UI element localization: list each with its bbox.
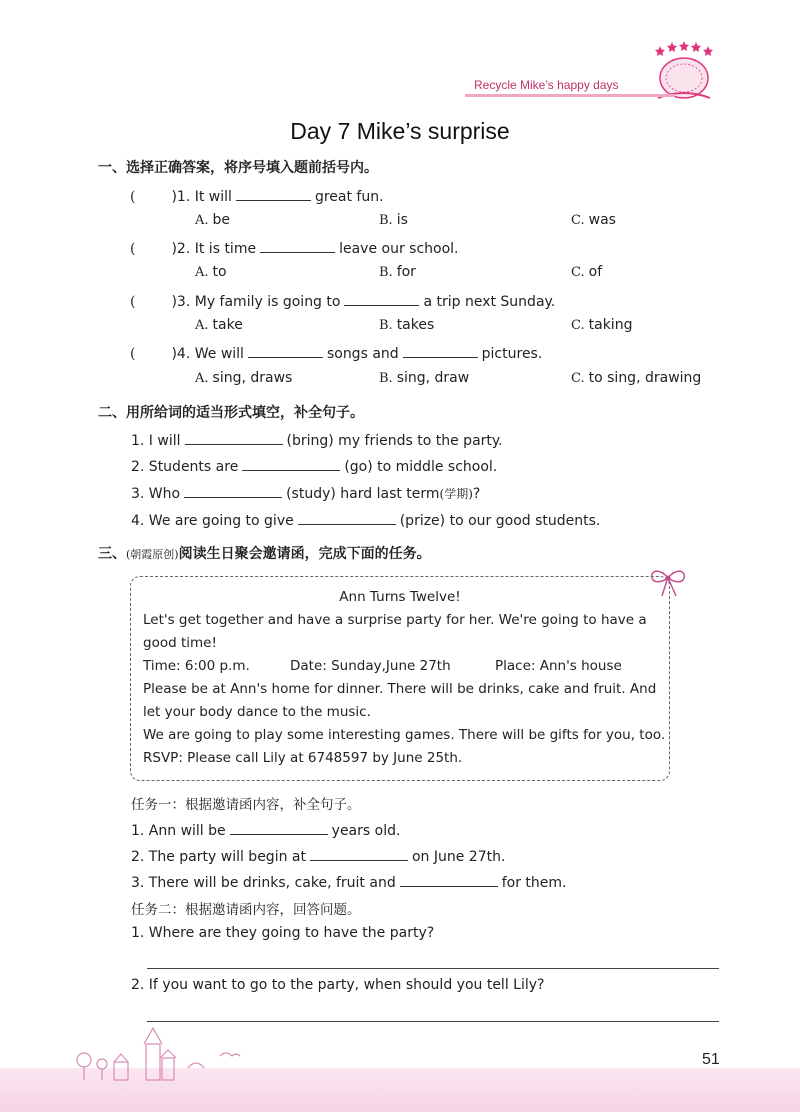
option-2b[interactable]: B. for (379, 264, 416, 280)
invitation-line-5: let your body dance to the music. (143, 704, 371, 720)
option-3b[interactable]: B. takes (379, 317, 435, 333)
blank-s4[interactable] (298, 510, 396, 525)
invitation-date: Date: Sunday,June 27th (290, 658, 451, 674)
invitation-time: Time: 6:00 p.m. (143, 658, 250, 674)
invitation-line-6: We are going to play some interesting games. There will be gifts for you, too. (143, 727, 666, 743)
fill-sentence-4: 4. We are going to give (prize) to our good students. (131, 510, 600, 529)
blank-q2[interactable] (260, 238, 335, 253)
option-1b[interactable]: B. is (379, 212, 408, 228)
option-4c[interactable]: C. to sing, drawing (571, 370, 702, 386)
fill-sentence-3: 3. Who (study) hard last term(学期)? (131, 483, 480, 502)
task-1-heading: 任务一：根据邀请函内容，补全句子。 (131, 797, 361, 813)
header-breadcrumb: Recycle Mike’s happy days (474, 78, 619, 92)
invitation-line-1: Let's get together and have a surprise party for her. We're going to have a (143, 612, 647, 628)
option-1a[interactable]: A. be (195, 212, 231, 228)
question-3: ( )3. My family is going to a trip next Sunday. (130, 291, 555, 310)
question-2: ( )2. It is time leave our school. (130, 238, 459, 257)
invitation-rsvp: RSVP: Please call Lily at 6748597 by June 25th. (143, 750, 463, 766)
task-2-heading: 任务二：根据邀请函内容，回答问题。 (131, 902, 361, 918)
invitation-line-4: Please be at Ann's home for dinner. There will be drinks, cake and fruit. And (143, 681, 657, 697)
section-1-heading: 一、选择正确答案，将序号填入题前括号内。 (98, 160, 378, 176)
blank-t1[interactable] (230, 820, 328, 835)
option-4a[interactable]: A. sing, draws (195, 370, 293, 386)
blank-s2[interactable] (242, 456, 340, 471)
page-number: 51 (702, 1051, 720, 1068)
task-1-sentence-1: 1. Ann will be years old. (131, 820, 400, 839)
option-2a[interactable]: A. to (195, 264, 227, 280)
blank-q3[interactable] (344, 291, 419, 306)
answer-line-1[interactable] (147, 968, 719, 969)
option-2c[interactable]: C. of (571, 264, 603, 280)
blank-q1[interactable] (236, 186, 311, 201)
option-4b[interactable]: B. sing, draw (379, 370, 470, 386)
task-1-sentence-2: 2. The party will begin at on June 27th. (131, 846, 505, 865)
question-4: ( )4. We will songs and pictures. (130, 343, 542, 362)
page-title: Day 7 Mike’s surprise (290, 118, 510, 144)
task-2-question-1: 1. Where are they going to have the party? (131, 925, 435, 941)
section-2-heading: 二、用所给词的适当形式填空，补全句子。 (98, 405, 364, 421)
fill-sentence-1: 1. I will (bring) my friends to the party. (131, 430, 503, 449)
fill-sentence-2: 2. Students are (go) to middle school. (131, 456, 497, 475)
question-1: ( )1. It will great fun. (130, 186, 384, 205)
task-2-question-2: 2. If you want to go to the party, when should you tell Lily? (131, 977, 545, 993)
blank-s3[interactable] (184, 483, 282, 498)
section-3-heading: 三、(朝霞原创)阅读生日聚会邀请函，完成下面的任务。 (98, 546, 431, 562)
blank-q4b[interactable] (403, 343, 478, 358)
header-rule (465, 94, 675, 97)
invitation-line-2: good time! (143, 635, 217, 651)
source-tag: (朝霞原创) (126, 548, 179, 561)
blank-s1[interactable] (185, 430, 283, 445)
castle-decoration-icon (70, 1022, 260, 1082)
invitation-place: Place: Ann's house (495, 658, 622, 674)
blank-t2[interactable] (310, 846, 408, 861)
task-1-sentence-3: 3. There will be drinks, cake, fruit and for them. (131, 872, 566, 891)
option-1c[interactable]: C. was (571, 212, 616, 228)
invitation-title: Ann Turns Twelve! (339, 589, 461, 605)
option-3c[interactable]: C. taking (571, 317, 633, 333)
blank-t3[interactable] (400, 872, 498, 887)
option-3a[interactable]: A. take (195, 317, 243, 333)
blank-q4a[interactable] (248, 343, 323, 358)
